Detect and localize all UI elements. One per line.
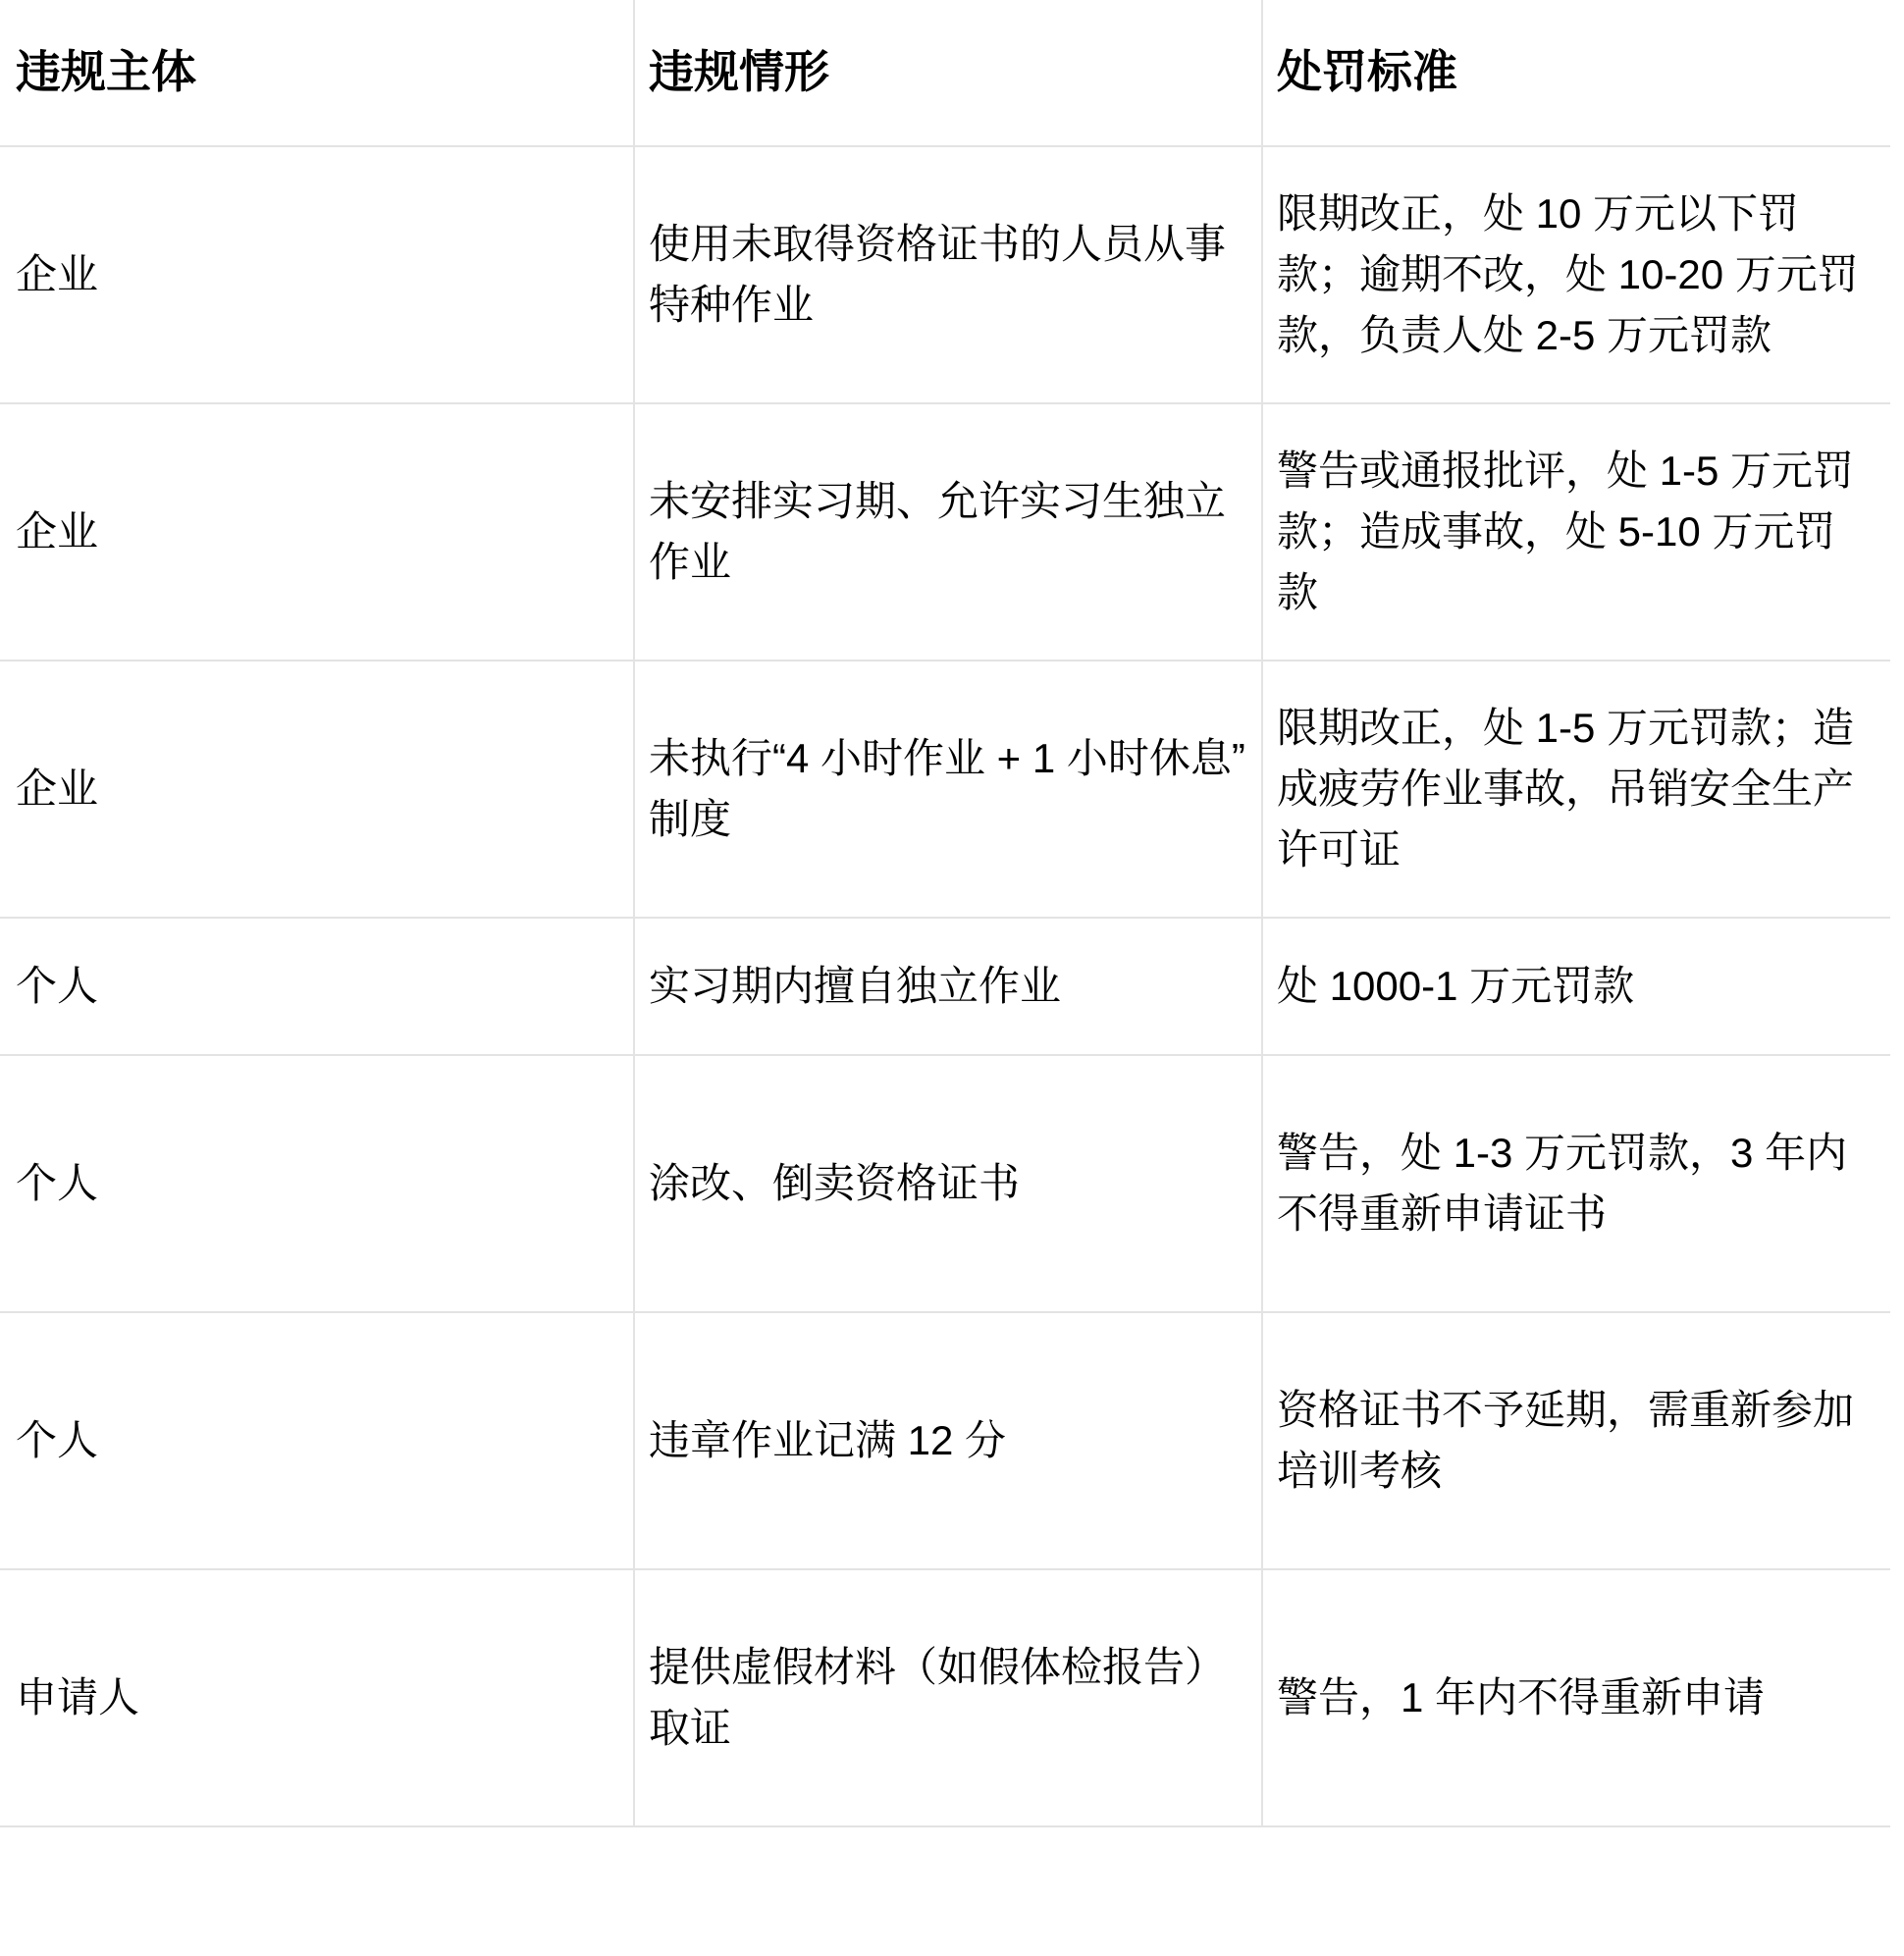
column-header-penalty: 处罚标准 [1262, 0, 1890, 146]
cell-text: 企业 [16, 507, 99, 555]
table-header-row [0, 0, 1890, 146]
cell-text: 限期改正，处 10 万元以下罚款；逾期不改，处 10-20 万元罚款，负责人处 2-5 万元罚款 [1277, 189, 1859, 359]
cell-situation [634, 1055, 1262, 1312]
cell-text: 处 1000-1 万元罚款 [1277, 962, 1635, 1009]
table-body [0, 146, 1890, 1826]
cell-penalty [1262, 1569, 1890, 1826]
cell-text: 违章作业记满 12 分 [649, 1416, 1007, 1463]
table-row [0, 918, 1890, 1055]
cell-text: 警告，处 1-3 万元罚款，3 年内不得重新申请证书 [1277, 1129, 1848, 1237]
cell-situation [634, 661, 1262, 918]
cell-situation [634, 146, 1262, 403]
cell-text: 未安排实习期、允许实习生独立作业 [649, 477, 1227, 585]
cell-penalty [1262, 918, 1890, 1055]
cell-text: 个人 [16, 1416, 99, 1463]
cell-subject [0, 146, 634, 403]
cell-situation [634, 403, 1262, 661]
table-header [0, 0, 1890, 146]
cell-text: 警告或通报批评，处 1-5 万元罚款；造成事故，处 5-10 万元罚款 [1277, 447, 1855, 616]
table-row [0, 1569, 1890, 1826]
cell-text: 企业 [16, 765, 99, 812]
column-header-subject: 违规主体 [0, 0, 634, 146]
column-header-situation: 违规情形 [634, 0, 1262, 146]
cell-penalty [1262, 146, 1890, 403]
cell-subject [0, 1312, 634, 1569]
cell-text: 警告，1 年内不得重新申请 [1277, 1673, 1766, 1720]
cell-situation [634, 918, 1262, 1055]
cell-situation [634, 1312, 1262, 1569]
cell-subject [0, 403, 634, 661]
cell-text: 使用未取得资格证书的人员从事特种作业 [649, 220, 1227, 328]
cell-text: 申请人 [16, 1673, 140, 1720]
cell-text: 企业 [16, 250, 99, 297]
cell-penalty [1262, 1312, 1890, 1569]
cell-subject [0, 661, 634, 918]
table-row [0, 403, 1890, 661]
cell-subject [0, 918, 634, 1055]
table-row [0, 661, 1890, 918]
table-row [0, 1055, 1890, 1312]
cell-text: 涂改、倒卖资格证书 [649, 1159, 1021, 1206]
cell-text: 个人 [16, 962, 99, 1009]
cell-subject [0, 1055, 634, 1312]
cell-penalty [1262, 403, 1890, 661]
cell-text: 限期改正，处 1-5 万元罚款；造成疲劳作业事故，吊销安全生产许可证 [1277, 704, 1855, 873]
cell-penalty [1262, 661, 1890, 918]
cell-text: 实习期内擅自独立作业 [649, 962, 1062, 1009]
table-row [0, 1312, 1890, 1569]
cell-penalty [1262, 1055, 1890, 1312]
cell-text: 提供虚假材料（如假体检报告）取证 [649, 1643, 1227, 1751]
cell-situation [634, 1569, 1262, 1826]
cell-text: 个人 [16, 1159, 99, 1206]
cell-text: 资格证书不予延期，需重新参加培训考核 [1277, 1386, 1855, 1494]
cell-text: 未执行“4 小时作业 + 1 小时休息”制度 [649, 734, 1245, 842]
table-row [0, 146, 1890, 403]
cell-subject [0, 1569, 634, 1826]
